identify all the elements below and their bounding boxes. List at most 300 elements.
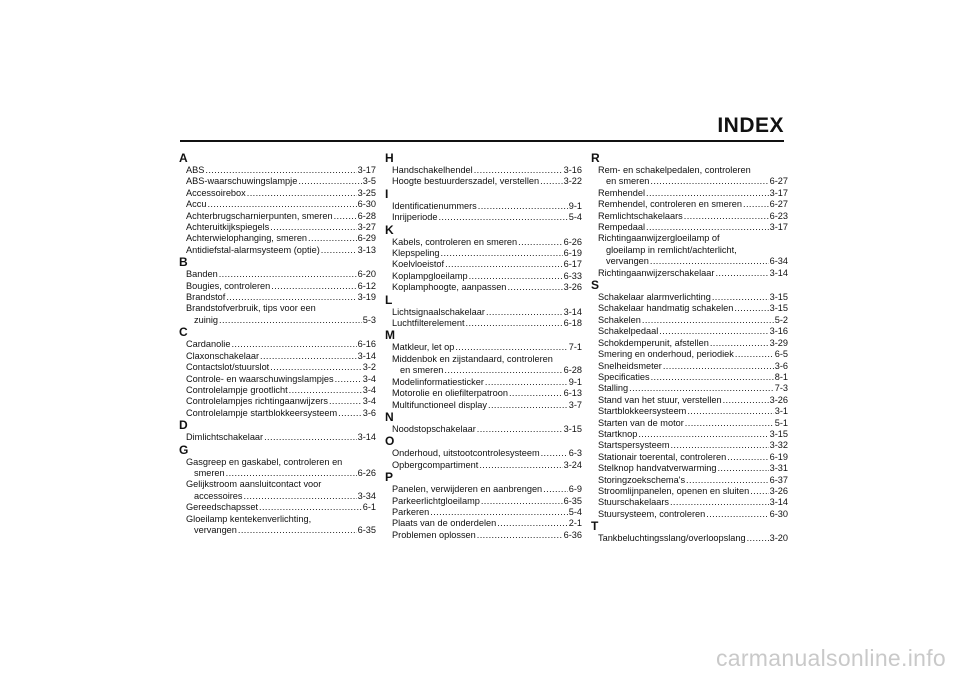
dot-leader (486, 307, 563, 318)
index-letter-heading: G (179, 442, 189, 457)
index-letter-heading: S (591, 278, 600, 293)
index-entry (598, 222, 788, 233)
index-entry (186, 457, 376, 468)
index-entry (598, 349, 788, 360)
index-entry-page: 3-4 (362, 373, 376, 384)
index-entry-page: 3-32 (769, 440, 788, 451)
index-entry-page: 6-17 (563, 259, 582, 270)
dot-leader (650, 176, 768, 187)
index-entry-text: Bougies, controleren (186, 280, 271, 291)
index-entry-text: vervangen (194, 524, 237, 535)
dot-leader (715, 268, 768, 279)
index-entry-text: Schakelen (598, 314, 641, 325)
index-entry-page: 6-35 (357, 524, 376, 535)
dot-leader (207, 199, 356, 210)
index-column-2 (385, 151, 582, 541)
index-entry-text: Banden (186, 269, 218, 280)
index-entry (598, 176, 788, 187)
dot-leader (509, 388, 563, 399)
dot-leader (441, 248, 563, 259)
index-entry-page: 3-14 (357, 432, 376, 443)
dot-leader (663, 361, 774, 372)
dot-leader (481, 496, 563, 507)
index-entry (186, 525, 376, 536)
dot-leader (685, 418, 774, 429)
index-entry-text: gloeilamp in remlicht/achterlicht, (606, 244, 737, 255)
index-entry-text: Stalling (598, 383, 629, 394)
index-entry (598, 165, 788, 176)
index-entry-text: Handschakelhendel (392, 165, 473, 175)
index-entry-text: Contactslot/stuurslot (186, 362, 270, 373)
index-entry (392, 518, 582, 529)
title-rule (180, 140, 784, 142)
index-entry (598, 509, 788, 520)
index-entry-text: Stelknop handvatverwarming (598, 463, 717, 474)
index-entry (392, 496, 582, 507)
index-entry-page: 6-27 (769, 176, 788, 187)
index-entry (598, 211, 788, 222)
dot-leader (659, 326, 768, 337)
index-entry-text: Gloeilamp kentekenverlichting, (186, 513, 312, 524)
index-entry (598, 463, 788, 474)
index-letter-heading: C (179, 325, 188, 340)
index-entry (392, 271, 582, 282)
index-entry-text: Parkeerlichtgloeilamp (392, 495, 480, 506)
index-entry-page: 3-14 (357, 350, 376, 361)
dot-leader (289, 385, 362, 396)
index-entry-page: 6-28 (357, 210, 376, 221)
dot-leader (226, 292, 356, 303)
dot-leader (247, 188, 357, 199)
index-entry-text: Controlelampjes richtingaanwijzers (186, 396, 328, 407)
dot-leader (219, 269, 357, 280)
index-entry-text: Rem- en schakelpedalen, controleren (598, 165, 751, 175)
dot-leader (750, 486, 768, 497)
dot-leader (335, 374, 362, 385)
index-entry-text: Onderhoud, uitstootcontrolesysteem (392, 448, 540, 459)
index-entry-page: 3-29 (769, 337, 788, 348)
index-entry (186, 222, 376, 233)
index-letter-heading: R (591, 151, 600, 165)
dot-leader (686, 475, 769, 486)
index-entry-page: 3-19 (357, 292, 376, 303)
index-entry-text: Klepspeling (392, 248, 440, 259)
index-entry-page: 5-4 (568, 506, 582, 517)
dot-leader (717, 463, 768, 474)
dot-leader (445, 259, 563, 270)
dot-leader (646, 188, 769, 199)
dot-leader (629, 383, 774, 394)
index-entry-text: Inrijperiode (392, 212, 438, 223)
index-entry (392, 201, 582, 212)
index-entry-text: Schokdemperunit, afstellen (598, 337, 709, 348)
index-entry (598, 361, 788, 372)
index-entry-text: Kabels, controleren en smeren (392, 236, 518, 247)
index-column-3 (591, 151, 788, 545)
index-entry (392, 424, 582, 435)
index-entry (598, 372, 788, 383)
index-entry-page: 3-2 (362, 362, 376, 373)
index-entry (392, 165, 582, 176)
index-entry (186, 188, 376, 199)
index-entry-page: 3-14 (769, 267, 788, 278)
index-entry (598, 268, 788, 279)
index-entry (186, 339, 376, 350)
index-entry-page: 3-6 (774, 360, 788, 371)
index-entry (186, 468, 376, 479)
dot-leader (260, 351, 357, 362)
index-entry-page: 6-37 (769, 474, 788, 485)
index-entry-page: 6-26 (357, 467, 376, 478)
index-entry-text: ABS-waarschuwingslampje (186, 176, 298, 187)
index-entry-text: Koplamphoogte, aanpassen (392, 282, 507, 293)
index-letter-heading: P (385, 470, 394, 485)
index-column-1 (179, 151, 376, 536)
index-entry-page: 6-19 (769, 451, 788, 462)
index-entry-text: Richtingaanwijzerschakelaar (598, 267, 715, 278)
dot-leader (485, 377, 568, 388)
index-entry (598, 475, 788, 486)
dot-leader (270, 362, 361, 373)
index-entry-page: 3-26 (769, 485, 788, 496)
index-entry-page: 3-15 (769, 292, 788, 303)
index-entry (392, 377, 582, 388)
index-letter-heading: B (179, 255, 188, 270)
index-entry-page: 3-27 (357, 222, 376, 233)
index-entry-page: 3-14 (563, 306, 582, 317)
dot-leader (466, 318, 563, 329)
index-entry-text: Dimlichtschakelaar (186, 432, 264, 443)
index-entry-text: Lichtsignaalschakelaar (392, 306, 485, 317)
index-letter-heading: H (385, 151, 394, 165)
index-entry-text: Gasgreep en gaskabel, controleren en (186, 456, 343, 467)
dot-leader (507, 282, 562, 293)
index-entry-text: en smeren (400, 365, 444, 376)
dot-leader (541, 448, 568, 459)
index-entry (186, 479, 376, 490)
index-letter-heading: D (179, 418, 188, 433)
index-entry-text: Controlelampje grootlicht (186, 384, 288, 395)
index-entry (186, 385, 376, 396)
index-entry (598, 303, 788, 314)
dot-leader (270, 222, 356, 233)
index-entry (392, 237, 582, 248)
dot-leader (710, 338, 769, 349)
dot-leader (226, 468, 357, 479)
dot-leader (271, 281, 356, 292)
index-entry-page: 6-34 (769, 256, 788, 267)
dot-leader (444, 365, 562, 376)
index-entry (186, 315, 376, 326)
index-entry-page: 6-33 (563, 270, 582, 281)
index-entry-text: Opbergcompartiment (392, 459, 479, 470)
index-entry (186, 199, 376, 210)
index-entry-text: Achterwielophanging, smeren (186, 233, 308, 244)
index-entry (392, 448, 582, 459)
index-letter-heading: A (179, 151, 188, 165)
index-letter-heading: L (385, 292, 393, 307)
dot-leader (479, 460, 562, 471)
index-entry-page: 6-28 (563, 365, 582, 376)
index-entry (598, 429, 788, 440)
index-entry-text: accessoires (194, 490, 243, 501)
index-entry (186, 245, 376, 256)
dot-leader (670, 440, 768, 451)
index-entry (392, 460, 582, 471)
dot-leader (642, 315, 774, 326)
dot-leader (646, 222, 769, 233)
index-entry (186, 303, 376, 314)
index-entry-page: 3-4 (362, 384, 376, 395)
index-entry (186, 408, 376, 419)
index-entry (598, 406, 788, 417)
index-letter-heading: O (385, 434, 395, 449)
index-entry (598, 440, 788, 451)
index-entry-text: Startblokkeersysteem (598, 406, 687, 417)
index-entry-page: 5-2 (774, 314, 788, 325)
index-entry-text: Remlichtschakelaars (598, 210, 683, 221)
index-entry-page: 3-15 (769, 303, 788, 314)
index-entry-page: 3-17 (769, 222, 788, 233)
index-entry-text: Middenbok en zijstandaard, controleren (392, 353, 553, 364)
index-entry (598, 233, 788, 244)
dot-leader (219, 315, 362, 326)
dot-leader (205, 165, 356, 176)
index-letter-heading: M (385, 328, 395, 343)
dot-leader (474, 165, 563, 176)
index-entry-page: 6-29 (357, 233, 376, 244)
index-entry (186, 351, 376, 362)
index-entry-page: 7-1 (568, 342, 582, 353)
index-entry-text: Remhendel (598, 187, 645, 198)
index-entry-page: 6-27 (769, 199, 788, 210)
index-entry (186, 269, 376, 280)
index-entry-page: 3-17 (769, 187, 788, 198)
index-entry-page: 9-1 (568, 376, 582, 387)
index-entry-text: Accessoirebox (186, 187, 246, 198)
index-entry (186, 211, 376, 222)
index-entry (392, 259, 582, 270)
index-entry (186, 176, 376, 187)
index-entry (598, 486, 788, 497)
watermark: carmanualsonline.info (715, 645, 946, 671)
index-entry (392, 365, 582, 376)
index-entry (392, 318, 582, 329)
dot-leader (264, 432, 357, 443)
index-entry-text: Plaats van de onderdelen (392, 518, 497, 529)
dot-leader (712, 292, 769, 303)
index-entry (598, 292, 788, 303)
index-entry-page: 6-13 (563, 388, 582, 399)
index-entry (186, 432, 376, 443)
index-entry-text: Controle- en waarschuwingslampjes (186, 373, 334, 384)
index-entry-text: Storingzoekschema's (598, 474, 686, 485)
dot-leader (477, 424, 563, 435)
dot-leader (259, 502, 362, 513)
index-entry-page: 6-9 (568, 484, 582, 495)
index-entry-text: en smeren (606, 176, 650, 187)
index-entry-page: 2-1 (568, 518, 582, 529)
dot-leader (734, 303, 768, 314)
index-entry-page: 3-4 (362, 396, 376, 407)
dot-leader (727, 452, 768, 463)
index-entry-text: Gelijkstroom aansluitcontact voor (186, 479, 322, 490)
index-entry-text: Motorolie en oliefilterpatroon (392, 388, 508, 399)
index-entry (598, 188, 788, 199)
index-entry-text: Luchtfilterelement (392, 318, 465, 329)
index-entry (186, 502, 376, 513)
dot-leader (743, 199, 769, 210)
dot-leader (684, 211, 769, 222)
index-entry (392, 307, 582, 318)
index-entry (392, 484, 582, 495)
dot-leader (651, 372, 774, 383)
index-entry-page: 3-17 (357, 165, 376, 175)
index-entry-text: Startknop (598, 428, 638, 439)
index-entry-text: Remhendel, controleren en smeren (598, 199, 743, 210)
index-entry-page: 6-23 (769, 210, 788, 221)
index-entry-text: Noodstopschakelaar (392, 423, 476, 434)
index-letter-heading: T (591, 519, 599, 534)
index-entry (598, 383, 788, 394)
index-entry (186, 514, 376, 525)
index-entry (186, 362, 376, 373)
dot-leader (477, 530, 563, 541)
index-entry-page: 3-24 (563, 459, 582, 470)
page-title: INDEX (717, 114, 784, 137)
index-entry-text: Koelvloeistof (392, 259, 445, 270)
index-entry (392, 212, 582, 223)
index-entry (392, 354, 582, 365)
index-entry-text: Startspersysteem (598, 440, 670, 451)
index-entry-text: Cardanolie (186, 339, 231, 350)
index-entry-text: Achteruitkijkspiegels (186, 222, 270, 233)
index-entry (598, 199, 788, 210)
index-entry (392, 507, 582, 518)
index-entry-page: 6-16 (357, 339, 376, 350)
index-entry-page: 3-15 (769, 428, 788, 439)
index-entry-page: 3-22 (563, 176, 582, 187)
index-entry-text: Smering en onderhoud, periodiek (598, 349, 734, 360)
index-entry-text: smeren (194, 467, 225, 478)
dot-leader (298, 176, 361, 187)
index-entry-text: Brandstofverbruik, tips voor een (186, 303, 316, 314)
dot-leader (488, 400, 568, 411)
index-entry-text: Achterbrugscharnierpunten, smeren (186, 210, 333, 221)
index-entry (186, 491, 376, 502)
dot-leader (497, 518, 568, 529)
index-entry (392, 530, 582, 541)
index-entry-page: 3-16 (563, 165, 582, 175)
index-entry-text: Schakelpedaal (598, 326, 659, 337)
index-entry-page: 6-26 (563, 236, 582, 247)
index-entry-text: Stroomlijnpanelen, openen en sluiten (598, 485, 750, 496)
index-entry-page: 7-3 (774, 383, 788, 394)
index-entry-text: Stand van het stuur, verstellen (598, 394, 722, 405)
index-entry-page: 6-1 (362, 502, 376, 513)
index-entry (392, 388, 582, 399)
index-entry-text: Richtingaanwijzergloeilamp of (598, 233, 720, 244)
index-entry-page: 6-18 (563, 318, 582, 329)
index-entry-text: Hoogte bestuurderszadel, verstellen (392, 176, 540, 187)
index-entry-page: 3-13 (357, 244, 376, 255)
index-entry-page: 5-1 (774, 417, 788, 428)
index-entry-text: ABS (186, 165, 205, 175)
index-entry-page: 3-20 (769, 533, 788, 544)
index-entry-page: 3-25 (357, 187, 376, 198)
index-entry (598, 326, 788, 337)
index-entry-text: zuinig (194, 314, 219, 325)
index-entry (598, 418, 788, 429)
index-entry-text: Brandstof (186, 292, 226, 303)
dot-leader (334, 211, 357, 222)
dot-leader (650, 256, 769, 267)
index-entry-text: Stationair toerental, controleren (598, 451, 727, 462)
index-entry (598, 452, 788, 463)
index-letter-heading: K (385, 222, 394, 237)
index-entry-page: 3-16 (769, 326, 788, 337)
index-entry-page: 9-1 (568, 200, 582, 211)
dot-leader (238, 525, 357, 536)
index-entry-page: 6-35 (563, 495, 582, 506)
index-entry (392, 176, 582, 187)
index-entry-page: 6-12 (357, 280, 376, 291)
dot-leader (747, 533, 769, 544)
index-entry (186, 396, 376, 407)
index-entry-text: Multifunctioneel display (392, 399, 487, 410)
dot-leader (469, 271, 563, 282)
index-letter-heading: I (385, 186, 389, 201)
index-entry-page: 3-26 (769, 394, 788, 405)
dot-leader (244, 491, 357, 502)
index-entry-text: Parkeren (392, 506, 430, 517)
dot-leader (687, 406, 773, 417)
dot-leader (321, 245, 357, 256)
dot-leader (735, 349, 774, 360)
index-entry-page: 3-26 (563, 282, 582, 293)
index-entry-text: Identificatienummers (392, 200, 477, 211)
index-entry-page: 6-30 (357, 199, 376, 210)
index-entry-text: Accu (186, 199, 207, 210)
index-entry-page: 3-7 (568, 399, 582, 410)
index-entry-page: 5-4 (568, 212, 582, 223)
index-entry-page: 3-34 (357, 490, 376, 501)
index-entry-page: 3-14 (769, 497, 788, 508)
index-entry-page: 6-19 (563, 248, 582, 259)
index-entry-text: Specificaties (598, 371, 650, 382)
index-entry-page: 6-30 (769, 508, 788, 519)
index-entry-page: 5-3 (362, 314, 376, 325)
index-entry-text: Antidiefstal-alarmsysteem (optie) (186, 244, 320, 255)
index-entry-page: 6-3 (568, 448, 582, 459)
index-entry-text: Rempedaal (598, 222, 645, 233)
index-entry-text: Panelen, verwijderen en aanbrengen (392, 484, 543, 495)
index-entry-text: Koplampgloeilamp (392, 270, 468, 281)
index-entry (392, 342, 582, 353)
index-entry-page: 3-6 (362, 407, 376, 418)
dot-leader (540, 176, 563, 187)
index-entry-page: 3-31 (769, 463, 788, 474)
index-entry-page: 8-1 (774, 371, 788, 382)
dot-leader (518, 237, 562, 248)
index-entry-text: Problemen oplossen (392, 529, 476, 540)
index-entry (598, 497, 788, 508)
index-entry (598, 245, 788, 256)
index-entry-page: 6-20 (357, 269, 376, 280)
index-entry (186, 165, 376, 176)
index-entry-text: Stuursysteem, controleren (598, 508, 706, 519)
index-entry (392, 248, 582, 259)
